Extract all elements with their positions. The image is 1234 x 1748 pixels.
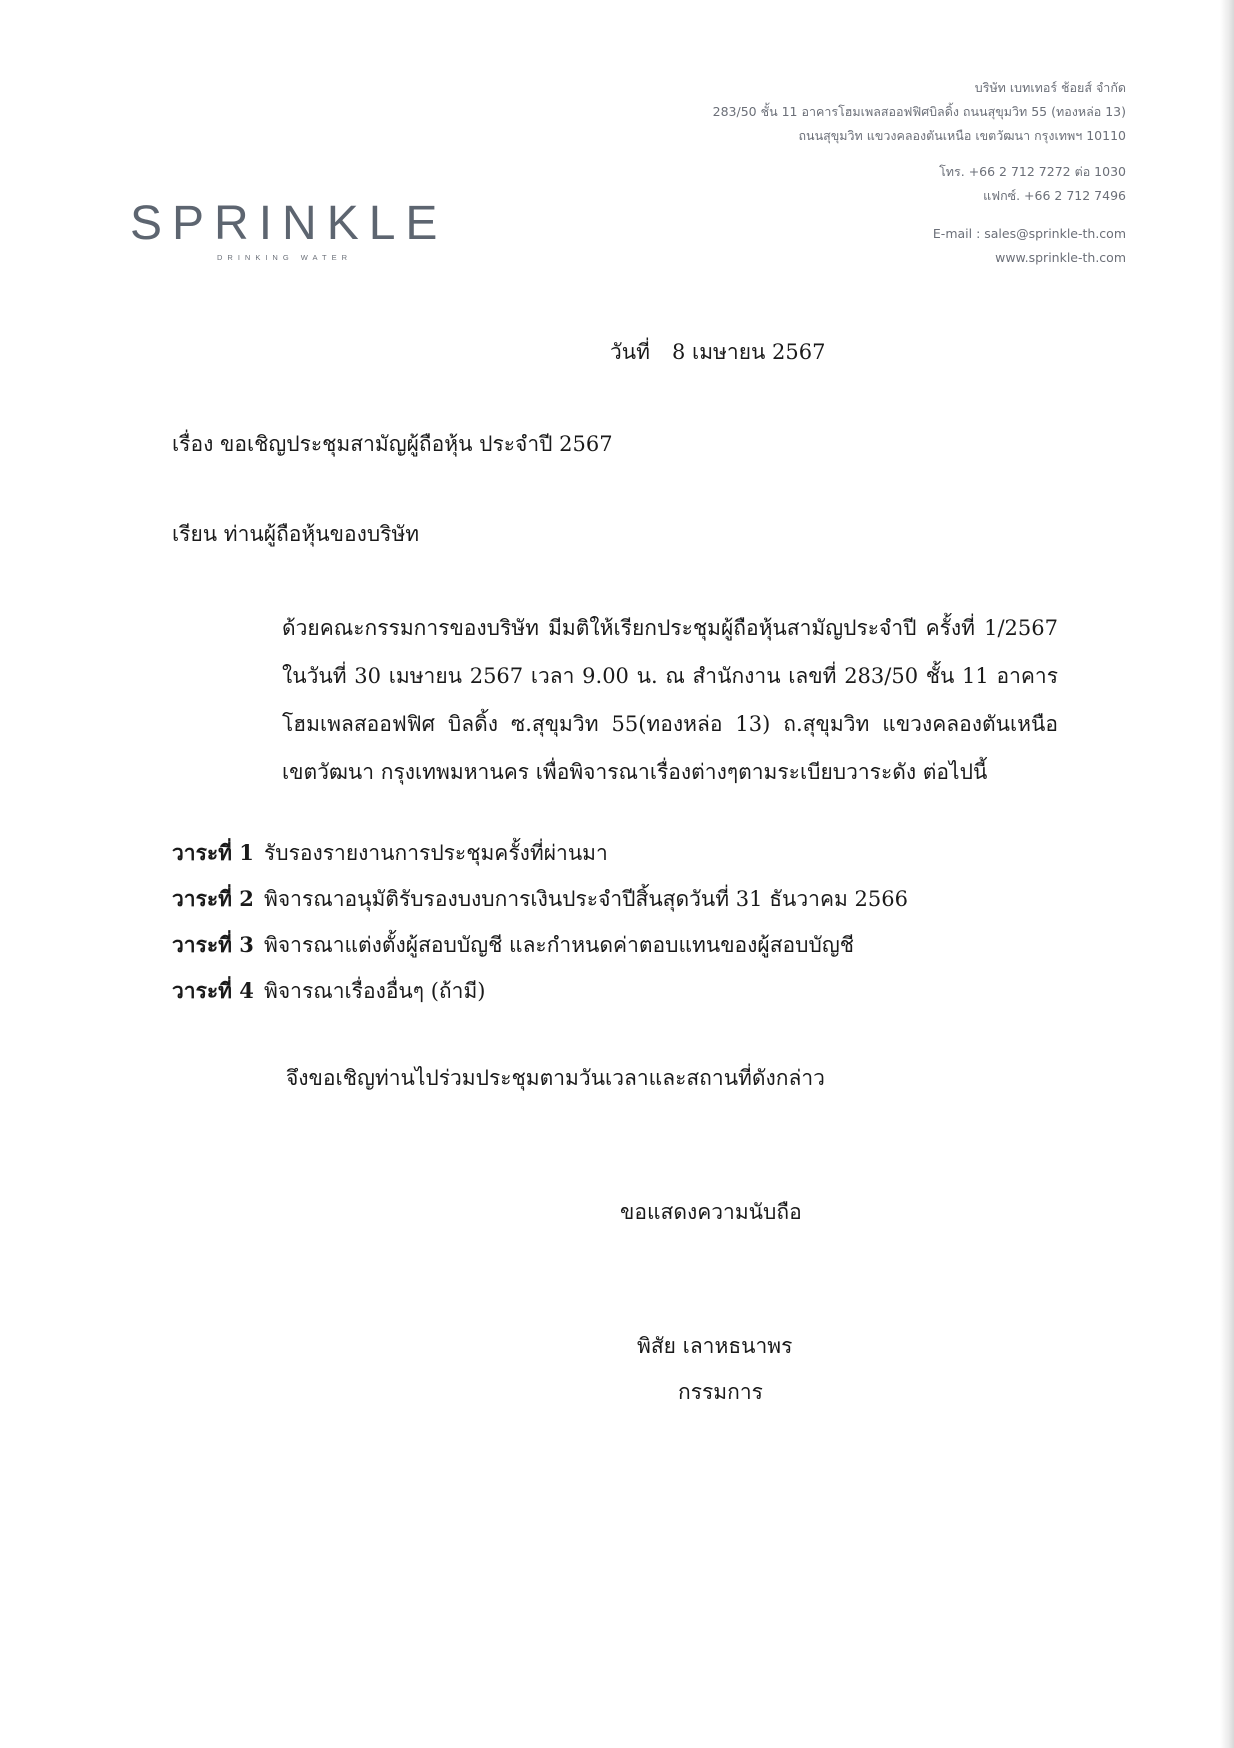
letter-date bbox=[610, 336, 847, 369]
agenda-number: วาระที่ 4 bbox=[172, 978, 254, 1003]
company-name: บริษัท เบทเทอร์ ช้อยส์ จำกัด bbox=[974, 80, 1126, 95]
logo-wordmark: SPRINKLE bbox=[130, 197, 448, 250]
body-paragraph: ด้วยคณะกรรมการของบริษัท มีมติให้เรียกประชุมผู้ถือหุ้นสามัญประจำปี ครั้งที่ 1/2567 ในวันที่ 30 เมษายน 2567 เวลา 9.00 น. ณ สำนักงาน เลขที่ 283/50 ชั้น 11 อาคารโฮมเพลสออฟฟิศ บิลดิ้ง ซ.สุขุมวิท 55(ทองหล่อ 13) ถ.สุขุมวิท แขวงคลองตันเหนือ เขตวัฒนา กรุงเทพมหานคร เพื่อพิจารณาเรื่องต่างๆตามระเบียบวาระดัง ต่อไปนี้ bbox=[282, 616, 1058, 784]
logo-tagline: DRINKING WATER bbox=[217, 253, 352, 262]
letter-body bbox=[172, 604, 1058, 796]
signer-title: กรรมการ bbox=[678, 1380, 763, 1404]
agenda-text: พิจารณาแต่งตั้งผู้สอบบัญชี และกำหนดค่าตอบแทนของผู้สอบบัญชี bbox=[264, 933, 854, 957]
agenda-item bbox=[172, 830, 908, 876]
company-contact-block bbox=[713, 76, 1126, 270]
agenda-number: วาระที่ 3 bbox=[172, 932, 254, 957]
agenda-text: พิจารณาอนุมัติรับรองบงบการเงินประจำปีสิ้นสุดวันที่ 31 ธันวาคม 2566 bbox=[264, 887, 908, 911]
agenda-list bbox=[172, 830, 908, 1014]
company-phone: โทร. +66 2 712 7272 ต่อ 1030 bbox=[939, 164, 1126, 179]
company-fax: แฟกซ์. +66 2 712 7496 bbox=[983, 188, 1126, 203]
company-address-line2: ถนนสุขุมวิท แขวงคลองตันเหนือ เขตวัฒนา กรุงเทพฯ 10110 bbox=[798, 128, 1126, 143]
agenda-number: วาระที่ 2 bbox=[172, 886, 254, 911]
letter-subject: เรื่อง ขอเชิญประชุมสามัญผู้ถือหุ้น ประจำปี 2567 bbox=[172, 432, 613, 456]
closing-regards: ขอแสดงความนับถือ bbox=[620, 1200, 802, 1224]
letter-salutation: เรียน ท่านผู้ถือหุ้นของบริษัท bbox=[172, 522, 420, 546]
scan-edge-shadow bbox=[1220, 0, 1234, 1748]
closing-invitation: จึงขอเชิญท่านไปร่วมประชุมตามวันเวลาและสถานที่ดังกล่าว bbox=[286, 1066, 825, 1090]
signer-name: พิสัย เลาหธนาพร bbox=[637, 1334, 793, 1358]
company-address-line1: 283/50 ชั้น 11 อาคารโฮมเพลสออฟฟิศบิลดิ้ง ถนนสุขุมวิท 55 (ทองหล่อ 13) bbox=[712, 104, 1126, 119]
sprinkle-logo bbox=[130, 196, 448, 262]
date-label: วันที่ bbox=[610, 340, 650, 364]
agenda-text: พิจารณาเรื่องอื่นๆ (ถ้ามี) bbox=[264, 979, 486, 1003]
agenda-item bbox=[172, 876, 908, 922]
company-email: E-mail : sales@sprinkle-th.com bbox=[932, 226, 1126, 241]
agenda-item bbox=[172, 922, 908, 968]
agenda-text: รับรองรายงานการประชุมครั้งที่ผ่านมา bbox=[264, 841, 608, 865]
agenda-item bbox=[172, 968, 908, 1014]
company-website: www.sprinkle-th.com bbox=[995, 250, 1126, 265]
date-value: 8 เมษายน 2567 bbox=[672, 340, 826, 364]
agenda-number: วาระที่ 1 bbox=[172, 840, 254, 865]
